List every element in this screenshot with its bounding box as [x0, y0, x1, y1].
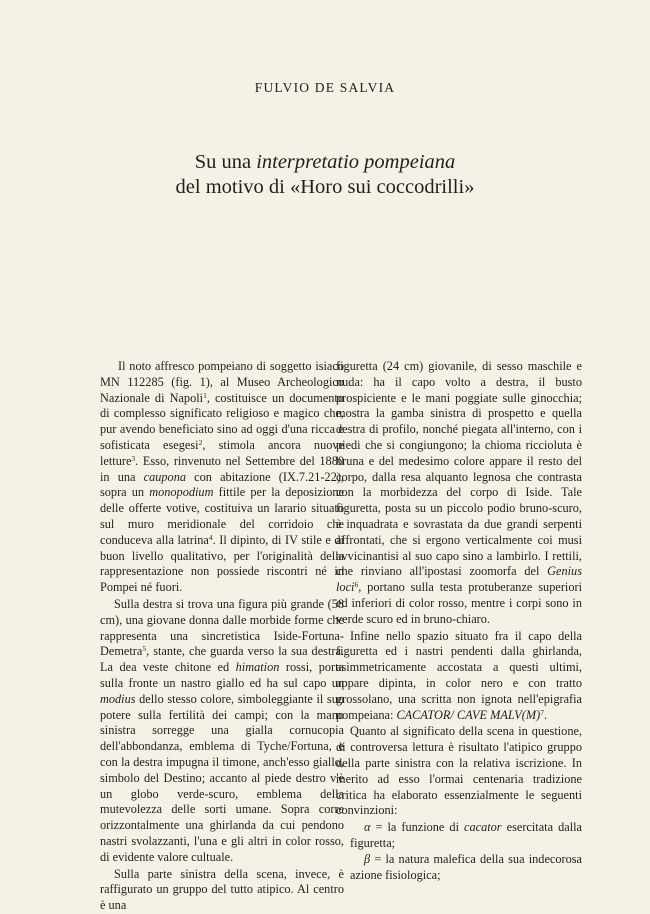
- footnote-ref: 7: [540, 707, 544, 717]
- footnote-ref: 5: [142, 644, 147, 654]
- left-paragraph-1: [100, 359, 344, 596]
- title-line-1: [0, 150, 650, 175]
- footnote-ref: 6: [354, 580, 359, 590]
- italic-term: modius: [100, 691, 136, 706]
- text: esercitata dalla figuretta;: [350, 820, 582, 850]
- text: Il noto affresco pompeiano di soggetto isiaco MN 112285 (fig. 1), al Museo Archeologico Nazionale di Napoli: [100, 359, 344, 405]
- footnote-ref: 3: [131, 453, 136, 463]
- author-name: FULVIO DE SALVIA: [254, 80, 396, 95]
- title-text-italic: interpretatio pompeiana: [256, 151, 456, 173]
- text: , stimola ancora nuove letture: [100, 437, 344, 468]
- footnote-ref: 1: [203, 390, 207, 400]
- italic-term: caupona: [143, 469, 187, 484]
- right-paragraph-2: [336, 629, 582, 724]
- left-paragraph-2: [100, 597, 344, 866]
- text: . Il dipinto, di IV stile e di buon livello qualitativo, per l'originalità della rappresentazione non possiede riscontri né in Pompei né fuori.: [100, 532, 344, 595]
- left-paragraph-3: Sulla parte sinistra della scena, invece, è raffigurato un gruppo del tutto atipico. Al centro è una: [100, 866, 344, 913]
- text: .: [543, 707, 548, 722]
- inscription: CACATOR/ CAVE MALV(M): [396, 707, 541, 722]
- title-line-2: del motivo di «Horo sui coccodrilli»: [175, 176, 475, 198]
- right-paragraph-1: [336, 359, 582, 628]
- text: . Esso, rinvenuto nel Settembre del 1880 in una: [100, 453, 344, 484]
- text: = la natura malefica della sua indecorosa azione fisiologica;: [350, 851, 582, 882]
- right-paragraph-3: Quanto al significato della scena in questione, di controversa lettura è risultato l'atipico gruppo della parte sinistra con la relativa iscrizione. In merito ad esso l'ormai centenaria tradizione critica ha elaborato essenzialmente le seguenti convinzioni:: [336, 724, 582, 818]
- title-text-a: Su una: [194, 151, 257, 173]
- list-item-alpha: [336, 820, 582, 852]
- list-marker: α: [364, 820, 371, 835]
- text: figuretta (24 cm) giovanile, di sesso maschile e nuda: ha il capo volto a destra, il busto prospiciente e le mani poggiate sulle ginocchia; mostra la gamba sinistra di prospetto e quella destra di profilo, nonché piegata all'interno, con i piedi che si congiungono; la chioma riccioluta è bruna e del medesimo colore appare il resto del corpo, dalla resa alquanto legnosa che contrasta con la morbidezza del corpo di Iside. Tale figuretta, posta su un piccolo podio bruno-scuro, è inquadrata e sovrastata da due grandi serpenti affrontati, che si ergono verticalmente coi musi avvicinantisi al suo capo sino a lambirlo. I rettili, che rinviano all'ipostasi zoomorfa del: [336, 359, 582, 579]
- text: rossi, porta sulla fronte un nastro giallo ed ha sul capo un: [100, 660, 344, 690]
- text: dello stesso colore, simboleggiante il suo potere sulla fertilità dei campi; con la mano sinistra sorregge una gialla cornucopia dell'abbondanza, emblema di Tyche/Fortuna, e con la destra impugna il timone, anch'esso giallo, simbolo del Destino; accanto al piede destro v'è un globo verde-scuro, emblema della mutevolezza delle sorti umane. Sopra corre orizzontalmente una ghirlanda da cui pendono nastri svolazzanti, l'una e gli altri in color rosso, di evidente valore cultuale.: [100, 691, 344, 864]
- list-item-beta: [336, 852, 582, 884]
- text: fittile per la deposizione delle offerte votive, costituiva un larario situato sul muro meridionale del corridoio che conduceva alla latrina: [100, 485, 344, 547]
- italic-term: Genius loci: [336, 564, 582, 595]
- footnote-ref: 2: [198, 437, 203, 447]
- text: , stante, che guarda verso la sua destra. La dea veste chitone ed: [100, 644, 344, 675]
- text: con abitazione (IX.7.21-22), sopra un: [100, 469, 345, 500]
- italic-term: monopodium: [149, 485, 214, 500]
- italic-term: cacator: [464, 820, 502, 835]
- text: = la funzione di: [370, 820, 465, 835]
- text: , costituisce un documento di complesso significato religioso e magico che, pur avendo beneficiato sino ad oggi d'una ricca e sofisticata esegesi: [100, 390, 344, 452]
- left-column: [100, 359, 344, 914]
- article-title: [0, 150, 650, 200]
- text: , portano sulla testa protuberanze superiori ed inferiori di color rosso, mentre i corpi sono in verde scuro ed in bruno-chiaro.: [336, 580, 582, 626]
- text: Infine nello spazio situato fra il capo della figuretta ed i nastri pendenti dalla ghirlanda, asimmetricamente accostata a questi ultimi, appare dipinta, in color nero e con tratto grossolano, una scritta non ignota nell'epigrafia pompeiana:: [336, 628, 582, 722]
- right-column: [336, 359, 582, 883]
- list-marker: β: [364, 851, 371, 866]
- text: Sulla destra si trova una figura più grande (58 cm), una giovane donna dalle morbide forme che rappresenta una sincretistica Iside-Fortuna-Demetra: [100, 596, 344, 659]
- footnote-ref: 4: [208, 532, 213, 542]
- italic-term: himation: [235, 660, 280, 675]
